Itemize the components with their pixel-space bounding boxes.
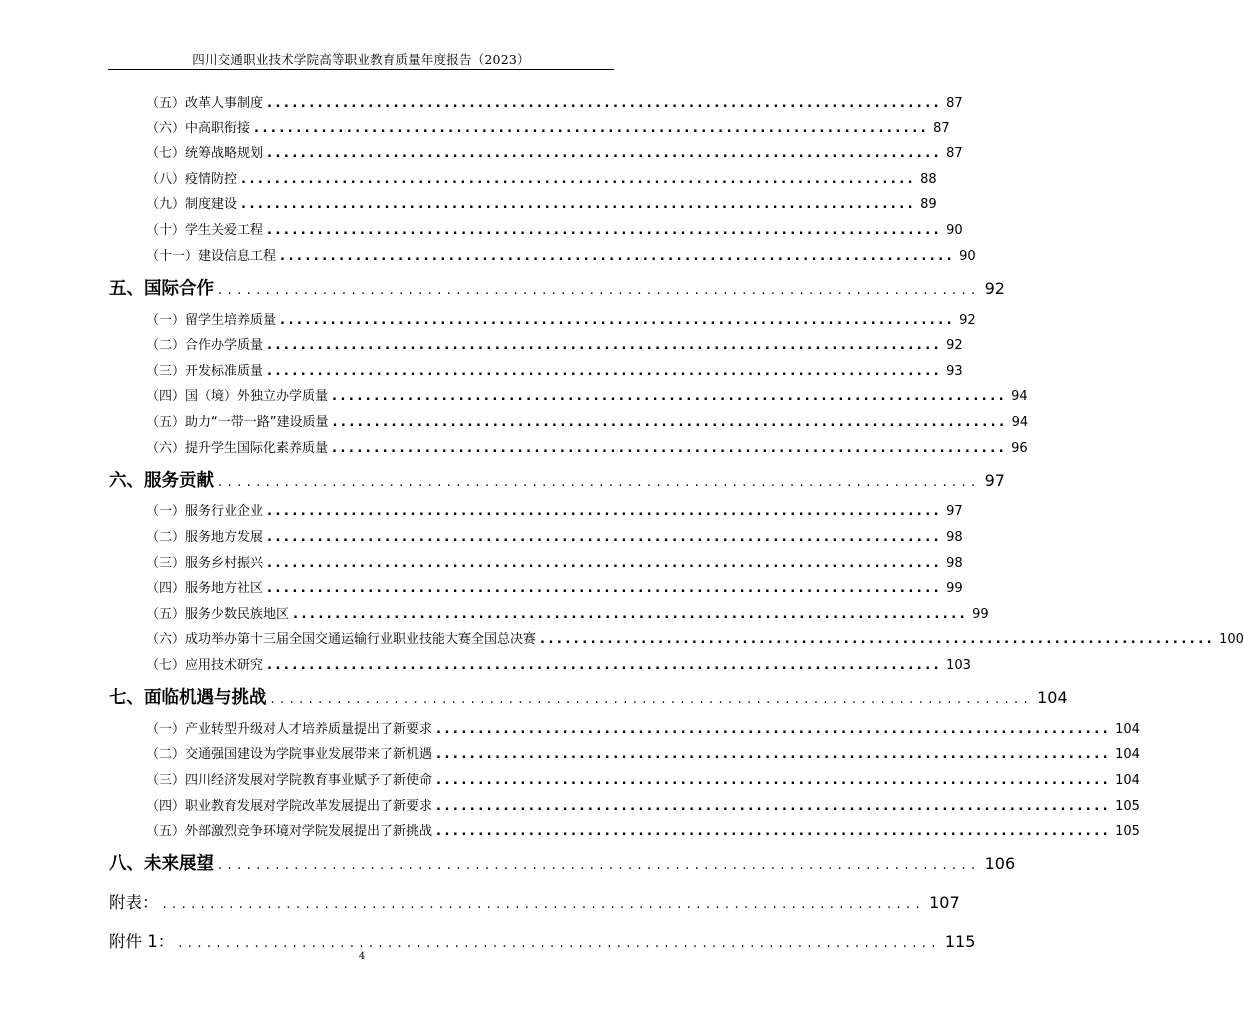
- toc-chapter[interactable]: [109, 275, 1005, 300]
- toc-leader-dots: ................................................................................: [436, 799, 1112, 814]
- toc-entry-page: 93: [946, 364, 963, 379]
- toc-entry-label: （四）服务地方社区: [146, 581, 264, 596]
- toc-attachment-page: 115: [944, 932, 976, 951]
- toc-entry-label: （七）应用技术研究: [146, 658, 264, 673]
- toc-leader-dots: ................................................................................: [436, 747, 1112, 762]
- toc-entry[interactable]: [146, 411, 1029, 430]
- toc-chapter-label: 七、面临机遇与挑战: [109, 688, 267, 708]
- toc-appendix[interactable]: [109, 889, 960, 913]
- toc-entry-label: （六）成功举办第十三届全国交通运输行业职业技能大赛全国总决赛: [146, 632, 537, 647]
- toc-leader-dots: ................................................................................: [267, 556, 943, 571]
- toc-attachment[interactable]: [109, 928, 976, 952]
- toc-chapter-label: 五、国际合作: [109, 279, 214, 299]
- toc-leader-dots: ................................................................................: [218, 858, 981, 873]
- toc-leader-dots: ................................................................................: [254, 121, 930, 136]
- toc-entry[interactable]: [146, 334, 963, 353]
- toc-entry[interactable]: [146, 309, 976, 328]
- toc-entry-page: 87: [946, 96, 963, 111]
- toc-entry-label: （四）职业教育发展对学院改革发展提出了新要求: [146, 799, 433, 814]
- toc-leader-dots: ................................................................................: [267, 504, 943, 519]
- toc-leader-dots: ................................................................................: [436, 824, 1112, 839]
- toc-leader-dots: ................................................................................: [267, 658, 943, 673]
- toc-entry[interactable]: [146, 92, 963, 111]
- toc-entry[interactable]: [146, 385, 1028, 404]
- toc-entry-label: （六）中高职衔接: [146, 121, 251, 136]
- toc-entry-page: 87: [933, 121, 950, 136]
- toc-leader-dots: ................................................................................: [162, 897, 926, 912]
- toc-entry[interactable]: [146, 718, 1140, 737]
- toc-entry-page: 88: [920, 172, 937, 187]
- toc-leader-dots: ................................................................................: [270, 692, 1034, 707]
- toc-leader-dots: ................................................................................: [332, 389, 1008, 404]
- toc-entry-label: （五）改革人事制度: [146, 96, 264, 111]
- toc-chapter[interactable]: [109, 850, 1016, 875]
- toc-entry[interactable]: [146, 526, 963, 545]
- toc-entry-label: （七）统筹战略规划: [146, 146, 264, 161]
- toc-entry-page: 100: [1219, 632, 1244, 647]
- toc-entry-label: （一）产业转型升级对人才培养质量提出了新要求: [146, 722, 433, 737]
- toc-leader-dots: ................................................................................: [218, 283, 981, 298]
- toc-appendix-label: 附表：: [109, 893, 159, 912]
- toc-entry-label: （二）合作办学质量: [146, 338, 264, 353]
- toc-entry-page: 105: [1115, 824, 1140, 839]
- toc-entry[interactable]: [146, 577, 963, 596]
- toc-entry-page: 87: [946, 146, 963, 161]
- toc-leader-dots: ................................................................................: [293, 607, 969, 622]
- toc-chapter[interactable]: [109, 467, 1005, 492]
- toc-appendix-page: 107: [929, 893, 960, 912]
- toc-leader-dots: ................................................................................: [280, 249, 956, 264]
- toc-leader-dots: ................................................................................: [280, 313, 956, 328]
- toc-entry-page: 103: [946, 658, 971, 673]
- page-number: 4: [358, 951, 366, 962]
- toc-leader-dots: ................................................................................: [218, 475, 981, 490]
- toc-leader-dots: ................................................................................: [178, 936, 941, 951]
- toc-leader-dots: ................................................................................: [267, 338, 943, 353]
- toc-entry[interactable]: [146, 795, 1140, 814]
- toc-entry-page: 99: [946, 581, 963, 596]
- toc-entry-label: （四）国（境）外独立办学质量: [146, 389, 329, 404]
- toc-leader-dots: ................................................................................: [332, 441, 1008, 456]
- toc-leader-dots: ................................................................................: [267, 581, 943, 596]
- toc-entry[interactable]: [146, 193, 937, 212]
- toc-entry[interactable]: [146, 769, 1140, 788]
- toc-entry-label: （五）服务少数民族地区: [146, 607, 290, 622]
- toc-leader-dots: ................................................................................: [267, 530, 943, 545]
- toc-chapter-page: 106: [984, 854, 1016, 873]
- toc-entry-page: 104: [1115, 722, 1140, 737]
- toc-entry-label: （三）四川经济发展对学院教育事业赋予了新使命: [146, 773, 433, 788]
- toc-entry[interactable]: [146, 743, 1140, 762]
- toc-chapter-page: 92: [984, 279, 1005, 298]
- toc-entry-label: （五）助力“一带一路”建设质量: [146, 415, 329, 430]
- toc-entry[interactable]: [146, 245, 976, 264]
- toc-leader-dots: ................................................................................: [540, 632, 1216, 647]
- toc-leader-dots: ................................................................................: [241, 197, 917, 212]
- toc-chapter-page: 104: [1037, 688, 1068, 707]
- toc-leader-dots: ................................................................................: [332, 415, 1008, 430]
- page-header: 四川交通职业技术学院高等职业教育质量年度报告（2023）: [192, 52, 530, 67]
- toc-leader-dots: ................................................................................: [267, 146, 943, 161]
- toc-leader-dots: ................................................................................: [241, 172, 917, 187]
- toc-entry[interactable]: [146, 142, 963, 161]
- toc-entry-page: 104: [1115, 773, 1140, 788]
- toc-leader-dots: ................................................................................: [436, 722, 1112, 737]
- toc-leader-dots: ................................................................................: [267, 96, 943, 111]
- toc-entry-page: 90: [959, 249, 976, 264]
- toc-entry-page: 96: [1011, 441, 1028, 456]
- toc-entry[interactable]: [146, 654, 971, 673]
- toc-entry[interactable]: [146, 437, 1028, 456]
- toc-leader-dots: ................................................................................: [267, 364, 943, 379]
- toc-entry-label: （十一）建设信息工程: [146, 249, 277, 264]
- toc-chapter-page: 97: [984, 471, 1005, 490]
- toc-entry-label: （二）服务地方发展: [146, 530, 264, 545]
- toc-entry-page: 97: [946, 504, 963, 519]
- toc-entry-label: （六）提升学生国际化素养质量: [146, 441, 329, 456]
- toc-chapter-label: 六、服务贡献: [109, 471, 214, 491]
- toc-entry-page: 90: [946, 223, 963, 238]
- toc-entry[interactable]: [146, 603, 989, 622]
- toc-entry[interactable]: [146, 168, 937, 187]
- toc-leader-dots: ................................................................................: [436, 773, 1112, 788]
- toc-entry[interactable]: [146, 820, 1140, 839]
- toc-entry[interactable]: [146, 628, 1244, 647]
- toc-entry-label: （九）制度建设: [146, 197, 238, 212]
- toc-entry[interactable]: [146, 219, 963, 238]
- toc-entry-page: 94: [1011, 415, 1029, 430]
- toc-entry-page: 98: [946, 530, 963, 545]
- toc-entry-label: （一）留学生培养质量: [146, 313, 277, 328]
- toc-entry-page: 98: [946, 556, 963, 571]
- toc-entry-page: 99: [972, 607, 989, 622]
- toc-entry-label: （三）服务乡村振兴: [146, 556, 264, 571]
- toc-entry-page: 92: [946, 338, 963, 353]
- toc-entry-label: （五）外部激烈竞争环境对学院发展提出了新挑战: [146, 824, 433, 839]
- toc-entry[interactable]: [146, 552, 963, 571]
- toc-attachment-label: 附件 1：: [109, 932, 175, 951]
- toc-entry-page: 89: [920, 197, 937, 212]
- toc-entry[interactable]: [146, 500, 963, 519]
- toc-entry-label: （三）开发标准质量: [146, 364, 264, 379]
- toc-entry-page: 92: [959, 313, 976, 328]
- toc-chapter[interactable]: [109, 684, 1068, 709]
- toc-entry-page: 105: [1115, 799, 1140, 814]
- toc-entry[interactable]: [146, 117, 950, 136]
- toc-entry-label: （二）交通强国建设为学院事业发展带来了新机遇: [146, 747, 433, 762]
- toc-chapter-label: 八、未来展望: [109, 854, 214, 874]
- toc-entry-page: 94: [1011, 389, 1028, 404]
- toc-entry-page: 104: [1115, 747, 1140, 762]
- toc-entry-label: （十）学生关爱工程: [146, 223, 264, 238]
- toc-leader-dots: ................................................................................: [267, 223, 943, 238]
- toc-entry[interactable]: [146, 360, 963, 379]
- toc-entry-label: （一）服务行业企业: [146, 504, 264, 519]
- toc-entry-label: （八）疫情防控: [146, 172, 238, 187]
